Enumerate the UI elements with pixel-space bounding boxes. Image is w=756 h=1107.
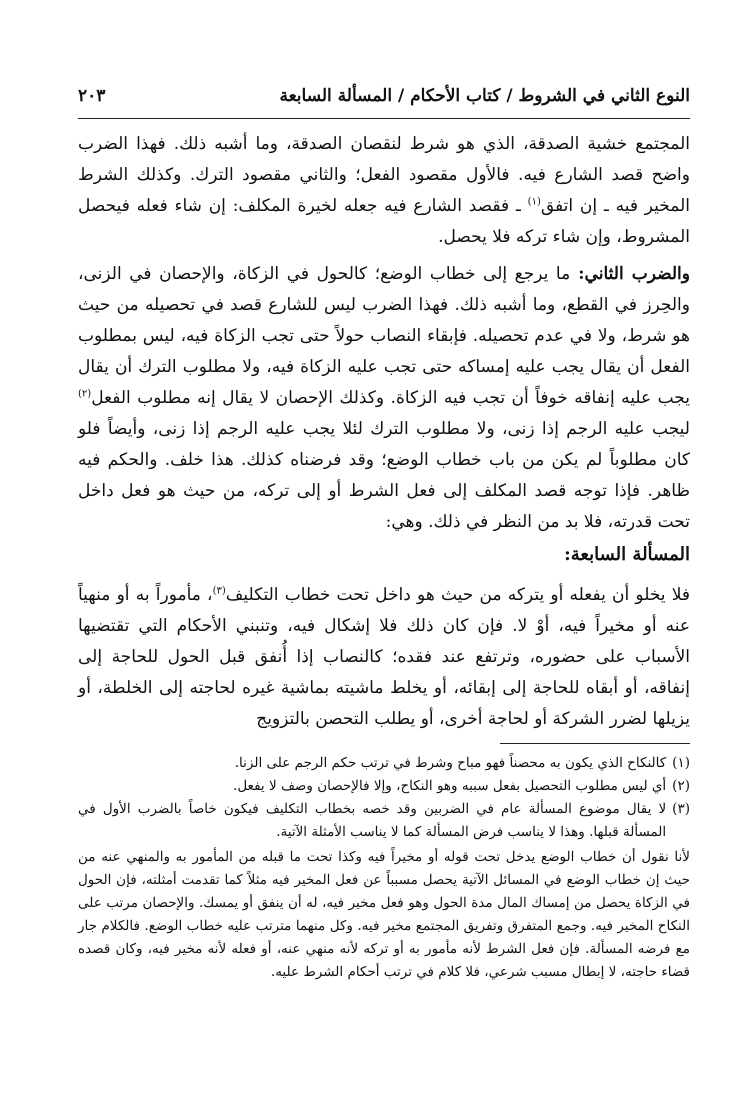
paragraph-text: المجتمع خشية الصدقة، الذي هو شرط لنقصان الصدقة، وما أشبه ذلك. فهذا الضرب واضح قصد الشارع فيه. فالأول مقصود الفعل؛ والثاني مقصود الترك. وكذلك الشرط المخير فيه ـ إن اتفق bbox=[78, 134, 691, 216]
paragraph-text: ما يرجع إلى خطاب الوضع؛ كالحول في الزكاة، والإحصان في الزنى، والحِرز في القطع، وما أشبه ذلك. فهذا الضرب ليس للشارع قصد في تحصيله من حيث هو شرط، ولا في عدم تحصيله. فإبقاء النصاب حولاً حتى تجب الزكاة فيه، ليس بمطلوب الفعل أن يقال يجب عليه إمساكه حتى تجب عليه الزكاة فيه، ولا مطلوب الترك أن يقال يجب عليه إنفاقه خوفاً أن تجب فيه الزكاة. وكذلك الإحصان لا يقال إنه مطلوب الفعل bbox=[78, 264, 690, 408]
paragraph-text: ليجب عليه الرجم إذا زنى، ولا مطلوب الترك لئلا يجب عليه الرجم إذا زنى، وأيضاً فلو كان مطلوباً لم يكن من باب خطاب الوضع؛ وقد فرضناه كذلك. هذا خلف. والحكم فيه ظاهر. فإذا توجه قصد المكلف إلى فعل الشرط أو إلى تركه، من حيث هو فعل داخل تحت قدرته، فلا بد من النظر في ذلك. وهي: bbox=[78, 419, 690, 532]
paragraph bbox=[78, 580, 690, 735]
paragraph bbox=[78, 259, 690, 538]
paragraph-text: ـ فقصد الشارع فيه جعله لخيرة المكلف: إن شاء فعله فيحصل المشروط، وإن شاء تركه فلا يحصل. bbox=[78, 196, 690, 247]
running-header bbox=[78, 86, 690, 119]
book-page bbox=[78, 86, 690, 984]
footnote-number: (٢) bbox=[672, 778, 690, 794]
footnote-ref: (١) bbox=[527, 196, 541, 208]
paragraph-text: ، مأموراً به أو منهياً عنه أو مخيراً فيه، أوْ لا. فإن كان ذلك فلا إشكال فيه، وتنبني الأحكام التي تقتضيها الأسباب على حضوره، وترتفع عند فقده؛ كالنصاب إذا أُنفق قبل الحول للحاجة إلى إنفاقه، أو أبقاه للحاجة إلى إبقائه، أو يخلط ماشيته بماشية غيره لحاجته إلى الخلطة، أو يزيلها لضرر الشركة أو لحاجة أخرى، أو يطلب التحصن بالتزويج bbox=[78, 585, 690, 729]
section-heading: المسألة السابعة: bbox=[564, 544, 690, 565]
footnote bbox=[78, 752, 690, 775]
footnote bbox=[78, 775, 690, 798]
footnote-number: (١) bbox=[672, 755, 690, 771]
footnote-ref: (٣) bbox=[212, 585, 226, 597]
page-number: ٢٠٣ bbox=[78, 86, 106, 106]
footnote-text: لا يقال موضوع المسألة عام في الضربين وقد خصه بخطاب التكليف فيكون خاصاً بالضرب الأول في المسألة قبلها. وهذا لا يناسب فرض المسألة كما لا يناسب الأمثلة الآتية. bbox=[78, 801, 667, 840]
footnote-text: أي ليس مطلوب التحصيل بفعل سببه وهو النكاح، وإلا فالإحصان وصف لا يفعل. bbox=[233, 778, 667, 794]
paragraph-lead: والضرب الثاني: bbox=[570, 264, 690, 284]
footnotes bbox=[78, 752, 690, 984]
footnote-ref: (٢) bbox=[78, 388, 92, 400]
paragraph-text: فلا يخلو أن يفعله أو يتركه من حيث هو داخل تحت خطاب التكليف bbox=[225, 585, 690, 605]
footnote bbox=[78, 798, 690, 844]
header-title: النوع الثاني في الشروط / كتاب الأحكام / المسألة السابعة bbox=[279, 86, 690, 106]
paragraph bbox=[78, 129, 690, 253]
main-text bbox=[78, 129, 690, 735]
footnote-number: (٣) bbox=[672, 801, 690, 817]
footnote-continuation: لأنا نقول أن خطاب الوضع يدخل تحت قوله أو مخيراً فيه وكذا تحت ما قبله من المأمور به والمنهي عنه من حيث إن خطاب الوضع في المسائل الآتية يحصل مسبباً عن فعل المخير فيه مثلاً كما تقدمت أمثلته، فإن الحول في الزكاة يحصل من إمساك المال مدة الحول وهو فعل مخير فيه، له أن ينفق أو يمسك. والإحصان مرتب على النكاح المخير فيه. وجمع المتفرق وتفريق المجتمع مخير فيه. وكل منهما مترتب عليه خطاب الوضع. فالكلام جار مع فرضه المسألة. فإن فعل الشرط لأنه مأمور به أو تركه لأنه منهي عنه، أو فعله لأنه مخير فيه، وكان قصده قضاء حاجته، لا إبطال مسبب شرعي، فلا كلام في ترتب أحكام الشرط عليه. bbox=[78, 849, 690, 980]
footnote-divider bbox=[500, 743, 690, 744]
footnote-text: كالنكاح الذي يكون به محصناً فهو مباح وشرط في ترتب حكم الرجم على الزنا. bbox=[234, 755, 667, 771]
